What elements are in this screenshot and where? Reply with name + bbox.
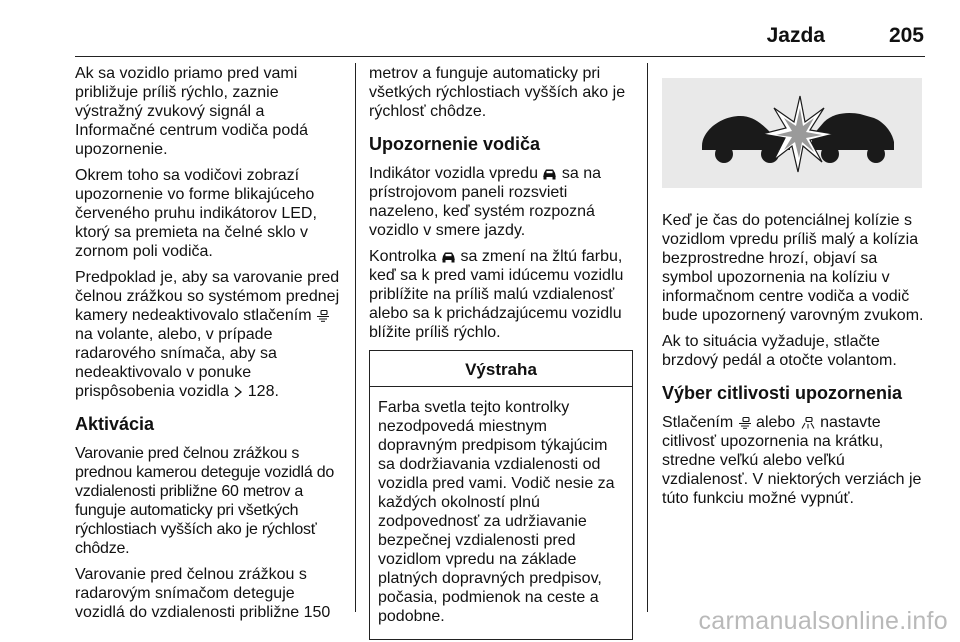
warning-box	[369, 350, 633, 640]
chapter-title: Jazda	[766, 24, 825, 47]
following-distance-icon	[738, 417, 752, 429]
paragraph: Indikátor vozidla vpredu sa na prístrojovom paneli rozsvieti nazeleno, keď systém rozpozná vozidlo v smere jazdy.	[369, 165, 602, 239]
paragraph: Okrem toho sa vodičovi zobrazí upozornenie vo forme blikajúceho červeného pruhu indikátorov LED, ktorý sa premieta na čelné sklo v zornom poli vodiča.	[75, 167, 317, 260]
watermark: carmanualsonline.info	[698, 607, 948, 635]
heading-activation: Aktivácia	[75, 414, 155, 434]
paragraph: Predpoklad je, aby sa varovanie pred čelnou zrážkou so systémom prednej kamery nedeaktivovalo stlačením na volante, alebo, v prípade radarového snímača, aby sa nedeaktivovalo v ponuke prispôsobenia vozidla 128.	[75, 269, 340, 400]
warning-title: Výstraha	[370, 351, 632, 387]
paragraph: Keď je čas do potenciálnej kolízie s vozidlom vpredu príliš malý a kolízia bezprostredne hrozí, objaví sa symbol upozornenia na kolíziu v informačnom centre vodiča a vodič bude upozornený varovným zvukom.	[662, 212, 924, 324]
page-number: 205	[888, 24, 924, 47]
column-divider-1	[355, 63, 356, 612]
paragraph: metrov a funguje automaticky pri všetkých rýchlostiach vyšších ako je rýchlosť chôdze.	[369, 65, 626, 120]
warning-text: Farba svetla tejto kontrolky nezodpovedá miestnym dopravným predpisom týkajúcim sa dodržiavania vzdialenosti od vozidla pred vami. Vodič nesie za každých okolností plnú zodpovednosť za udržiavanie bezpečnej vzdialenosti pred vozidlom vpredu na základe platných dopravných predpisov, počasia, podmienok na ceste a podobne.	[378, 399, 615, 625]
paragraph: Ak sa vozidlo priamo pred vami približuje príliš rýchlo, zaznie výstražný zvukový signál a Informačné centrum vodiča podá upozornenie.	[75, 65, 309, 158]
following-distance-icon	[316, 310, 330, 322]
collision-warning-illustration	[662, 78, 922, 188]
paragraph: Varovanie pred čelnou zrážkou s prednou kamerou deteguje vozidlá do vzdialenosti približne 60 metrov a funguje automaticky pri všetkých rýchlostiach vyšších ako je rýchlosť chôdze.	[75, 445, 334, 557]
paragraph: Varovanie pred čelnou zrážkou s radarovým snímačom deteguje vozidlá do vzdialenosti približne 150	[75, 566, 331, 621]
paragraph: Kontrolka sa zmení na žltú farbu, keď sa k pred vami idúcemu vozidlu priblížite na príliš malú vzdialenosť alebo sa k prichádzajúcemu vozidlu blížite príliš rýchlo.	[369, 248, 624, 341]
distance-adjust-icon	[800, 417, 816, 429]
vehicle-ahead-icon	[542, 168, 557, 180]
heading-sensitivity: Výber citlivosti upozornenia	[662, 383, 903, 403]
column-2	[369, 64, 633, 640]
column-divider-2	[647, 63, 648, 612]
page-reference[interactable]: 128.	[247, 383, 279, 400]
paragraph: Stlačením alebo nastavte citlivosť upozornenia na krátku, stredne veľkú alebo veľkú vzdialenosť. V niektorých verziách je túto funkciu možné vypnúť.	[662, 414, 922, 507]
header-rule	[75, 56, 925, 57]
paragraph: Ak to situácia vyžaduje, stlačte brzdový pedál a otočte volantom.	[662, 333, 897, 369]
column-3	[662, 64, 927, 515]
vehicle-ahead-icon	[441, 251, 456, 263]
page-reference-arrow-icon	[233, 386, 243, 398]
column-1	[75, 64, 347, 629]
heading-driver-alert: Upozornenie vodiča	[369, 134, 541, 154]
